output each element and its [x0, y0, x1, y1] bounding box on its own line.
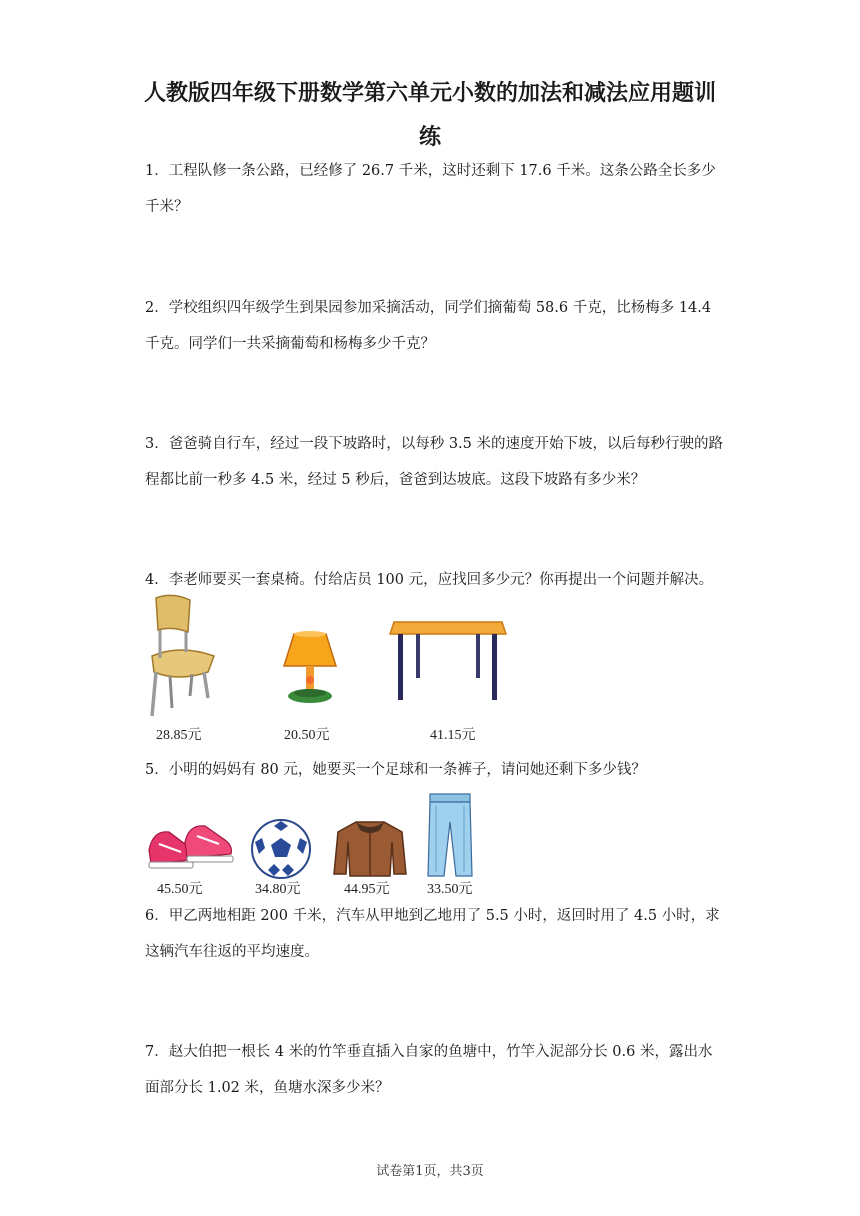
question-1: 1．工程队修一条公路，已经修了 26.7 千米，这时还剩下 17.6 千米。这条公路全长多少千米？	[145, 163, 716, 215]
page-footer: 试卷第1页，共3页	[376, 1164, 484, 1179]
question-2: 2．学校组织四年级学生到果园参加采摘活动，同学们摘葡萄 58.6 千克，比杨梅多 14.4 千克。同学们一共采摘葡萄和杨梅多少千克？	[145, 300, 712, 352]
question-5: 5．小明的妈妈有 80 元，她要买一个足球和一条裤子，请问她还剩下多少钱？	[145, 762, 646, 778]
sneakers-icon	[145, 820, 237, 876]
soccer-ball-icon	[250, 818, 312, 880]
question-7: 7．赵大伯把一根长 4 米的竹竿垂直插入自家的鱼塘中，竹竿入泥部分长 0.6 米，露出水面部分长 1.02 米，鱼塘水深多少米？	[145, 1044, 713, 1096]
question-4: 4．李老师要买一套桌椅。付给店员 100 元，应找回多少元？你再提出一个问题并解决。	[145, 572, 714, 588]
price-jeans: 33.50元	[427, 882, 473, 897]
page-title-line2: 练	[418, 125, 441, 150]
price-table: 41.15元	[430, 728, 476, 743]
chair-icon	[142, 592, 222, 720]
jacket-icon	[332, 818, 408, 878]
price-jacket: 44.95元	[344, 882, 390, 897]
jeans-icon	[424, 792, 476, 878]
question-3: 3．爸爸骑自行车，经过一段下坡路时，以每秒 3.5 米的速度开始下坡，以后每秒行驶的路程都比前一秒多 4.5 米，经过 5 秒后，爸爸到达坡底。这段下坡路有多少米？	[145, 436, 723, 488]
question-6: 6．甲乙两地相距 200 千米，汽车从甲地到乙地用了 5.5 小时，返回时用了 4.5 小时，求这辆汽车往返的平均速度。	[145, 908, 720, 960]
page-title-line1: 人教版四年级下册数学第六单元小数的加法和减法应用题训	[143, 81, 716, 106]
price-sneakers: 45.50元	[157, 882, 203, 897]
price-soccer-ball: 34.80元	[255, 882, 301, 897]
table-icon	[388, 616, 508, 702]
price-lamp: 20.50元	[284, 728, 330, 743]
lamp-icon	[282, 630, 338, 708]
price-chair: 28.85元	[156, 728, 202, 743]
